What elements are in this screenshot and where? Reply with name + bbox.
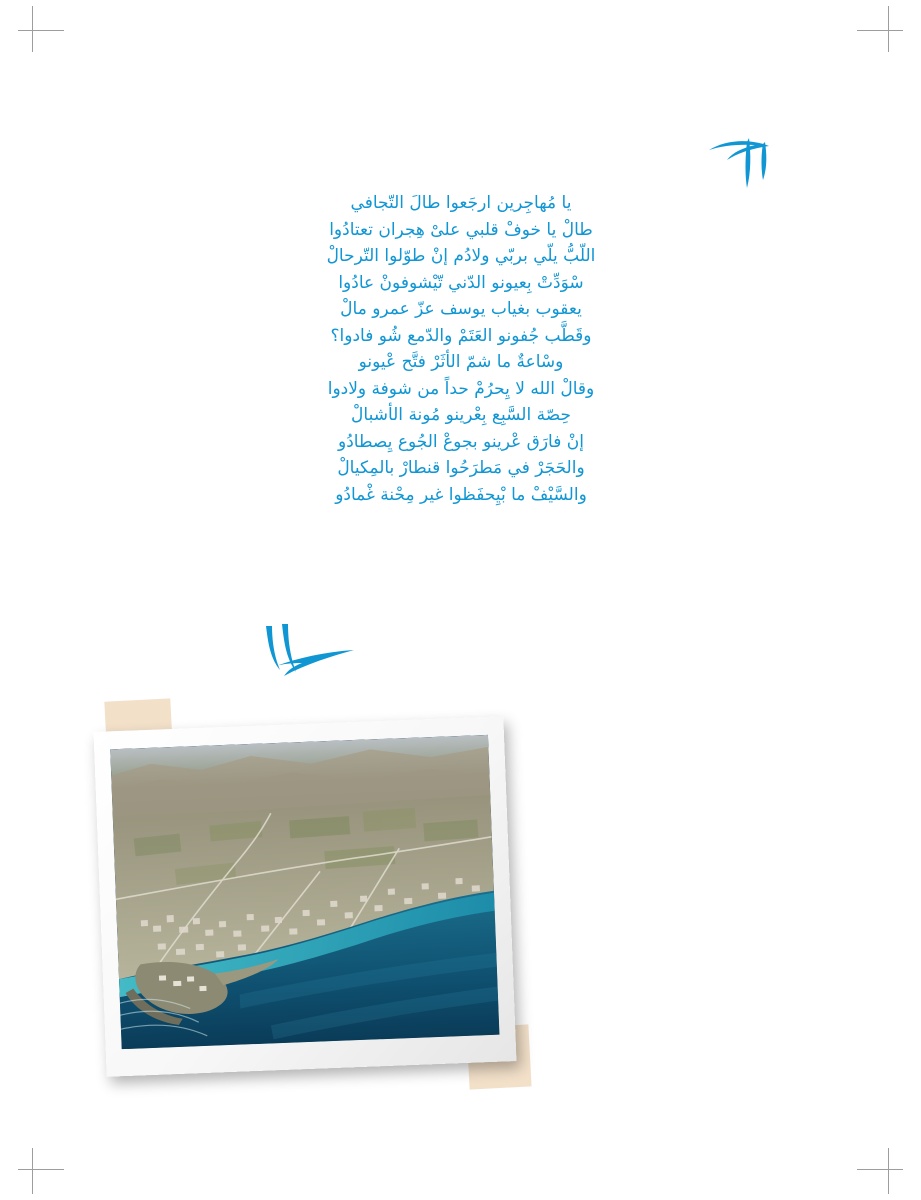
poem-line: وسْاعةٌ ما شمّ الأثَرْ فتَّح عْيونو — [358, 352, 564, 372]
poem-line: حِصّة السَّبِع بِعْرينو مُونة الأشبالْ — [351, 405, 571, 425]
poem-line: والسَّيْفْ ما بْيِحفَظوا غير مِحْنة غْمادُو — [335, 484, 587, 505]
photo-area — [92, 700, 532, 1090]
poem-line: اللّبُّ يلّي بربّي ولادُم إنْ طوّلوا التّرحالْ — [326, 246, 596, 266]
crop-mark-top-left — [18, 6, 64, 52]
poem-text-block — [151, 190, 771, 508]
quotation-mark-close-icon — [262, 618, 372, 698]
crop-mark-bottom-right — [857, 1148, 903, 1194]
poem-line: وقالْ الله لا يِحرُمْ حداً من شوفة ولادوا — [327, 378, 595, 399]
crop-mark-bottom-left — [18, 1148, 64, 1194]
crop-mark-top-right — [857, 6, 903, 52]
polaroid-frame — [94, 716, 517, 1076]
poem-line: إنْ فارَق عْرينو بجوعْ الجُوع يِصطادُو — [338, 431, 584, 452]
poem-line: يعقوب بغياب يوسف عزّ عمرو مالْ — [340, 299, 582, 319]
poem-line: يا مُهاجِرين ارجَعوا طالَ التّجافي — [350, 193, 572, 213]
poem-line: طالْ يا خوفْ قلبي علىْ هِجران تعتادُوا — [329, 219, 593, 240]
poem-line: والحَجَرْ في مَطرَحُوا قنطارْ بالمِكيالْ — [337, 458, 585, 478]
poem-line: وقَطَّب جُفونو العَتَمْ والدّمع شُو فادوا؟ — [330, 325, 592, 346]
poem-line: سْوَدِّتْ بِعيونو الدّني تّيْشوفونْ عادُوا — [338, 272, 584, 293]
aerial-coastal-town-photograph — [110, 735, 499, 1049]
